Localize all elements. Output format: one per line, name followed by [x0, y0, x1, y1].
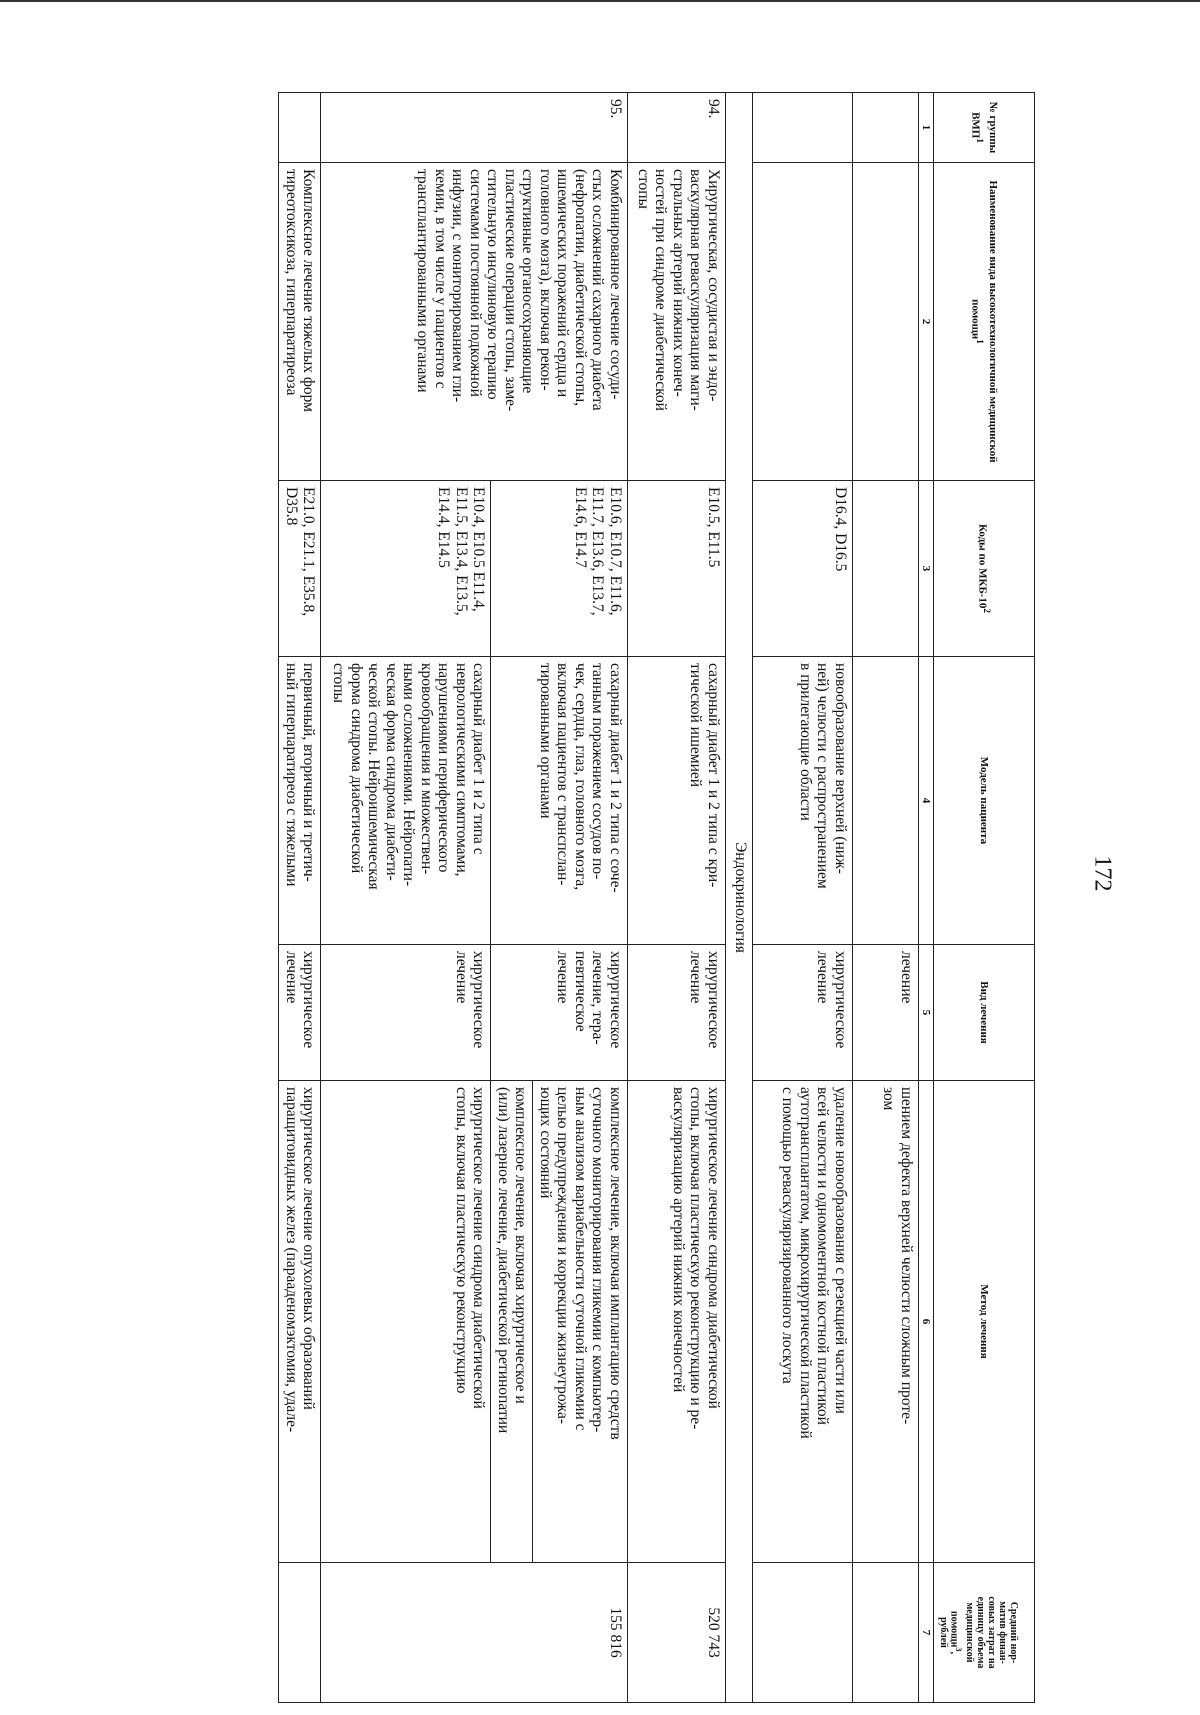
cell-treatment: хирургическое лечение: [279, 945, 321, 1081]
cell-patient: первичный, вторичный и третич- ный гиперпаратиреоз с тяжелыми: [279, 657, 321, 945]
cell-cost: 155 816: [321, 1563, 628, 1703]
column-number: 3: [918, 481, 933, 657]
cell-empty: [279, 93, 321, 163]
section-title: Эндокринология: [725, 93, 752, 1703]
cell-method: комплексное лечение, включая хирургическое и (или) лазерное лечение, диабетической ретинопатии: [491, 1081, 533, 1563]
column-number: 7: [918, 1563, 933, 1703]
section-row: [725, 93, 752, 1703]
cell-codes: E10.6, E10.7, E11.6, E11.7, E13.6, E13.7, E14.6, E14.7: [491, 481, 628, 657]
column-number: 5: [918, 945, 933, 1081]
cell-vmp-name: Комплексное лечение тяжелых форм тиреотоксикоза, гиперпаратиреоза: [279, 163, 321, 481]
header-treatment-method: Метод лечения: [933, 1081, 1034, 1563]
cell-method: шением дефекта верхней челюсти сложным проте- зом: [852, 1081, 918, 1563]
cell-treatment: хирургическое лечение, тера- певтическое лечение: [491, 945, 628, 1081]
cell-empty: [279, 1563, 321, 1703]
cell-codes: E10.4, E10.5 E11.4, E11.5, E13.4, E13.5, E14.4, E14.5: [321, 481, 491, 657]
cell-treatment: хирургическое лечение: [627, 945, 725, 1081]
cell-cost: 520 743: [627, 1563, 725, 1703]
cell-patient: новообразование верхней (ниж- ней) челюсти с распространением в прилегающие области: [752, 657, 852, 945]
table-row: [752, 93, 852, 1703]
header-icd-codes: Коды по МКБ-$10^2$: [933, 481, 1034, 657]
cell-empty: [752, 93, 852, 163]
cell-codes: E10.5, E11.5: [627, 481, 725, 657]
column-number-row: [918, 93, 933, 1703]
cell-method: удаление новообразования с резекцией части или всей челюсти и одномоментной костной пластикой аутотрансплантатом, микрохирургической пластикой с помощью реваскуляризированного лоскута: [752, 1081, 852, 1563]
header-patient-model: Модель пациента: [933, 657, 1034, 945]
cell-method: хирургическое лечение синдрома диабетической стопы, включая пластическую реконструкцию: [321, 1081, 491, 1563]
cell-method: комплексное лечение, включая имплантацию средств суточного мониторирования гликемии с компьютер- ным анализом вариабельности суточной гликемии с целью предупреждения и коррекции жизнеугрожа- ющих состояний: [533, 1081, 628, 1563]
cell-vmp-name: Комбинированное лечение сосуди- стых осложнений сахарного диабета (нефропатии, диабетической стопы, ишемических поражений сердца и головного мозга), включая рекон- структивные органосохраняющие пластические операции стопы, заме- стительную инсулиновую терапию системами постоянной подкожной инфузии, с мониторированием гли- кемии, в том числе у пациентов с трансплантированными органами: [321, 163, 628, 481]
cell-patient: сахарный диабет 1 и 2 типа с соче- танным поражением сосудов по- чек, сердца, глаз, головного мозга, включая пациентов с транспслан- тированными органами: [491, 657, 628, 945]
table-row: [852, 93, 918, 1703]
header-vmp-name: Наименование вида высокотехнологичной медицинской помощи$^1$: [933, 163, 1034, 481]
column-number: 4: [918, 657, 933, 945]
header-treatment-type: Вид лечения: [933, 945, 1034, 1081]
table-row: [533, 93, 628, 1703]
cell-vmp-name: Хирургическая, сосудистая и эндо- васкулярная реваскуляризация маги- стральных артерий нижних конеч- ностей при синдроме диабетической стопы: [627, 163, 725, 481]
cell-empty: [752, 1563, 852, 1703]
cell-group-number: 94.: [627, 93, 725, 163]
page-number: 172: [1089, 855, 1116, 892]
cell-group-number: 95.: [321, 93, 628, 163]
cell-treatment: лечение: [852, 945, 918, 1081]
cell-empty: [852, 657, 918, 945]
cell-method: хирургическое лечение синдрома диабетической стопы, включая пластическую реконструкцию и ре- васкуляризацию артерий нижних конечностей: [627, 1081, 725, 1563]
cell-treatment: хирургическое лечение: [321, 945, 491, 1081]
cell-patient: сахарный диабет 1 и 2 типа с кри- тической ишемией: [627, 657, 725, 945]
cell-codes: D16.4, D16.5: [752, 481, 852, 657]
cell-patient: сахарный диабет 1 и 2 типа с неврологическими симптомами, нарушениями периферического кровообращения и множествен- ными осложнениями. Нейропати- ческая форма синдрома диабети- ческой стопы. Нейроишемическая форма синдрома диабетической стопы: [321, 657, 491, 945]
cell-empty: [852, 93, 918, 163]
cell-method: хирургическое лечение опухолевых образований паращитовидных желез (парааденомэктомия, удале-: [279, 1081, 321, 1563]
column-number: 1: [918, 93, 933, 163]
header-group-number: № группы ВМП$^1$: [933, 93, 1034, 163]
scan-top-edge: [0, 0, 1200, 10]
table-row: [627, 93, 725, 1703]
cell-empty: [852, 163, 918, 481]
cell-treatment: хирургическое лечение: [752, 945, 852, 1081]
cell-empty: [852, 1563, 918, 1703]
vmp-table: [278, 92, 1035, 1703]
header-row: [933, 93, 1034, 1703]
cell-codes: E21.0, E21.1, E35.8, D35.8: [279, 481, 321, 657]
cell-empty: [852, 481, 918, 657]
rotated-table-wrapper: [5, 92, 1035, 1702]
table-row: [279, 93, 321, 1703]
header-avg-cost: Средний нор- матив финан- совых затрат на единицу объема медицинской помощи$^3$, рублей: [933, 1563, 1034, 1703]
column-number: 6: [918, 1081, 933, 1563]
cell-empty: [752, 163, 852, 481]
column-number: 2: [918, 163, 933, 481]
